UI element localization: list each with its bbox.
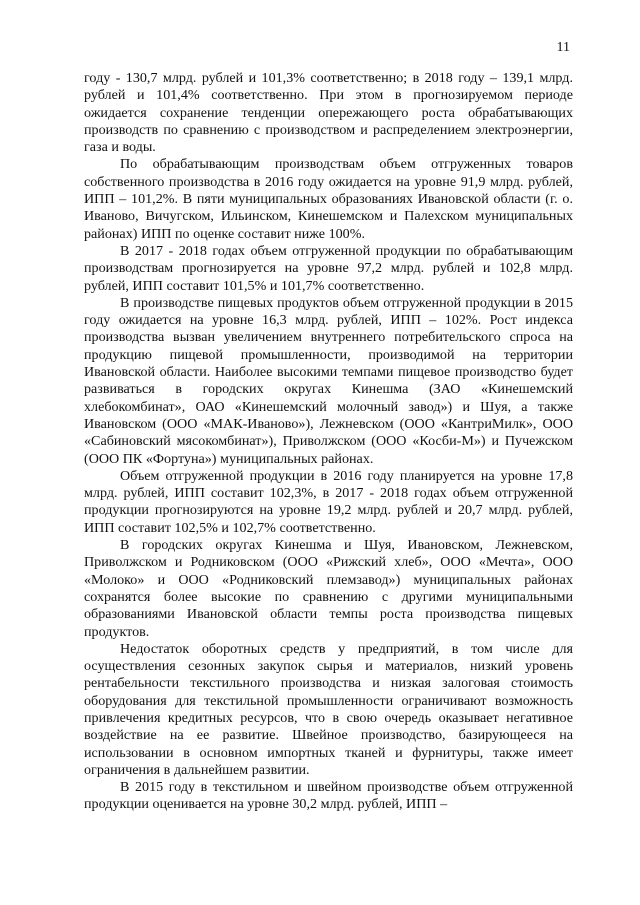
paragraph: В 2017 - 2018 годах объем отгруженной продукции по обрабатывающим производствам прогнозируется на уровне 97,2 млрд. рублей и 102,8 млрд. рублей, ИПП составит 101,5% и 101,7% соответственно. bbox=[84, 242, 573, 294]
page-number: 11 bbox=[556, 40, 570, 55]
page-body bbox=[84, 70, 573, 814]
paragraph: Объем отгруженной продукции в 2016 году планируется на уровне 17,8 млрд. рублей, ИПП составит 102,3%, в 2017 - 2018 годах объем отгруженной продукции прогнозируются на уровне 19,2 млрд. рублей и 20,7 млрд. рублей, ИПП составит 102,5% и 102,7% соответственно. bbox=[84, 467, 573, 536]
paragraph: году - 130,7 млрд. рублей и 101,3% соответственно; в 2018 году – 139,1 млрд. рублей и 101,4% соответственно. При этом в прогнозируемом периоде ожидается сохранение тенденции опережающего роста обрабатывающих производств по сравнению с производством и распределением электроэнергии, газа и воды. bbox=[84, 70, 573, 156]
paragraph: Недостаток оборотных средств у предприятий, в том числе для осуществления сезонных закупок сырья и материалов, низкий уровень рентабельности текстильного производства и низкая залоговая стоимость оборудования для текстильной промышленности ограничивают возможность привлечения кредитных ресурсов, что в свою очередь оказывает негативное воздействие на ее развитие. Швейное производство, базирующееся на использовании в основном импортных тканей и фурнитуры, также имеет ограничения в дальнейшем развитии. bbox=[84, 640, 573, 778]
paragraph: В 2015 году в текстильном и швейном производстве объем отгруженной продукции оценивается на уровне 30,2 млрд. рублей, ИПП – bbox=[84, 779, 573, 813]
paragraph: По обрабатывающим производствам объем отгруженных товаров собственного производства в 2016 году ожидается на уровне 91,9 млрд. рублей, ИПП – 101,2%. В пяти муниципальных образованиях Ивановской области (г. о. Иваново, Вичугском, Ильинском, Кинешемском и Палехском муниципальных районах) ИПП по оценке составит ниже 100%. bbox=[84, 156, 573, 242]
paragraph: В производстве пищевых продуктов объем отгруженной продукции в 2015 году ожидается на уровне 16,3 млрд. рублей, ИПП – 102%. Рост индекса производства вызван увеличением внутреннего потребительского спроса на продукцию пищевой промышленности, производимой на территории Ивановской области. Наиболее высокими темпами пищевое производство будет развиваться в городских округах Кинешма (ЗАО «Кинешемский хлебокомбинат», ОАО «Кинешемский молочный завод») и Шуя, а также Ивановском (ООО «МАК-Иваново»), Лежневском (ООО «КантриМилк», ООО «Сабиновский мясокомбинат»), Приволжском (ООО «Косби-М») и Пучежском (ООО ПК «Фортуна») муниципальных районах. bbox=[84, 294, 573, 467]
paragraph: В городских округах Кинешма и Шуя, Ивановском, Лежневском, Приволжском и Родниковском (ООО «Рижский хлеб», ООО «Мечта», ООО «Молоко» и ООО «Родниковский племзавод») муниципальных районах сохранятся более высокие по сравнению с другими муниципальными образованиями Ивановской области темпы роста производства пищевых продуктов. bbox=[84, 537, 573, 640]
